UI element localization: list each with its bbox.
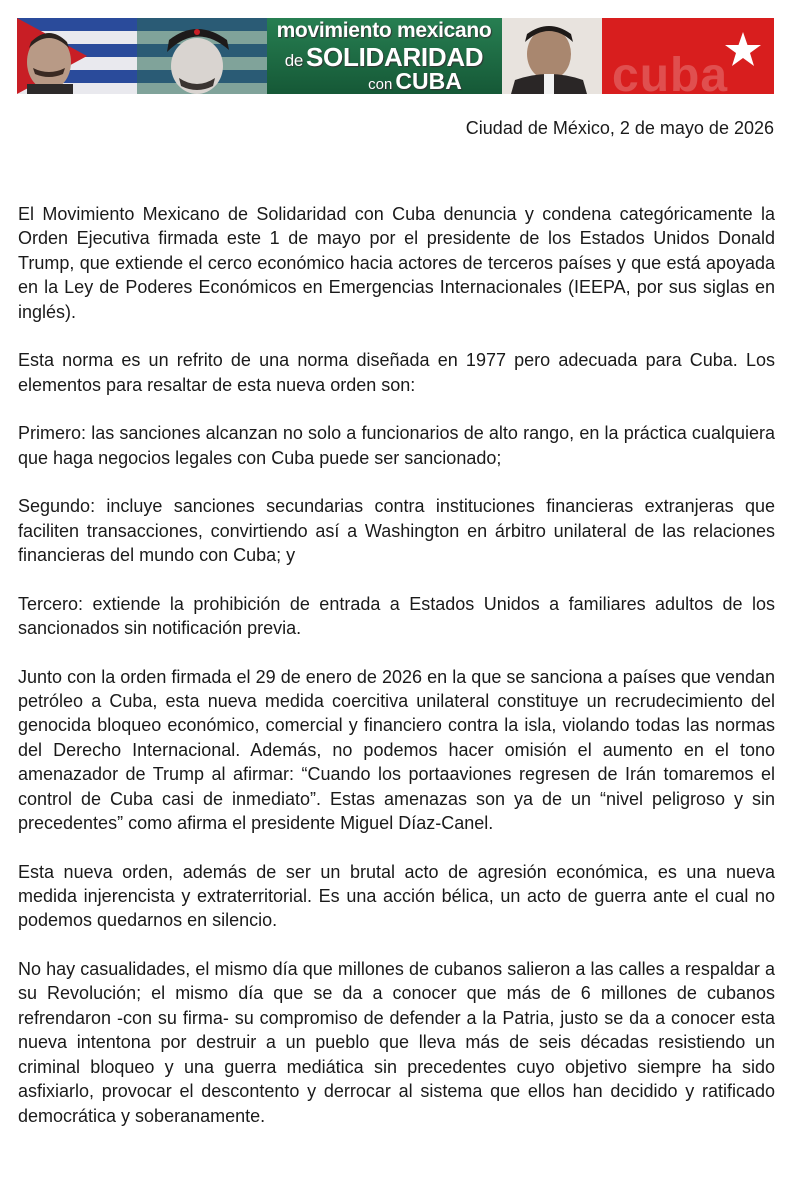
paragraph: Segundo: incluye sanciones secundarias contra instituciones financieras extranjeras que faciliten transacciones, convirtiendo así a Washington en árbitro unilateral de las relaciones financieras del mundo con Cuba; y [18, 496, 775, 566]
paragraph: Junto con la orden firmada el 29 de enero de 2026 en la que se sanciona a países que vendan petróleo a Cuba, esta nueva medida coercitiva unilateral constituye un recrudecimiento del genocida bloqueo económico, comercial y financiero contra la isla, violando todas las normas del Derecho Internacional. Además, no podemos hacer omisión el aumento en el tono amenazador de Trump al afirmar: “Cuando los portaaviones regresen de Irán tomaremos el control de Cuba casi de inmediato”. Estas amenazas son ya de un “nivel peligroso y sin precedentes” como afirma el presidente Miguel Díaz-Canel. [18, 666, 775, 834]
banner-word-solidaridad: SOLIDARIDAD [306, 42, 484, 72]
paragraph: El Movimiento Mexicano de Solidaridad con Cuba denuncia y condena categóricamente la Orden Ejecutiva firmada este 1 de mayo por el presidente de los Estados Unidos Donald Trump, que extiende el cerco económico hacia actores de terceros países y que está apoyada en la Ley de Poderes Económicos en Emergencias Internacionales (IEEPA, por sus siglas en inglés). [18, 204, 775, 322]
paragraph: Esta norma es un refrito de una norma diseñada en 1977 pero adecuada para Cuba. Los elementos para resaltar de esta nueva orden son: [18, 350, 775, 395]
banner-title-line1: movimiento mexicano [276, 19, 492, 42]
banner-word-con: con [368, 76, 393, 93]
banner-word-cuba: CUBA [395, 68, 462, 94]
banner-word-de: de [284, 51, 304, 70]
banner-title-line2 [269, 44, 499, 70]
header-banner [17, 18, 774, 94]
paragraph: Primero: las sanciones alcanzan no solo a funcionarios de alto rango, en la práctica cualquiera que haga negocios legales con Cuba puede ser sancionado; [18, 423, 775, 468]
letter-body [18, 202, 775, 1152]
dateline: Ciudad de México, 2 de mayo de 2026 [465, 118, 774, 138]
banner-background-word: cuba [612, 49, 729, 94]
banner-title-line3 [269, 70, 499, 93]
paragraph: Esta nueva orden, además de ser un brutal acto de agresión económica, es una nueva medida injerencista y extraterritorial. Es una acción bélica, un acto de guerra ante el cual no podemos quedarnos en silencio. [18, 861, 775, 931]
paragraph: No hay casualidades, el mismo día que millones de cubanos salieron a las calles a respaldar a su Revolución; el mismo día que se da a conocer que más de 6 millones de cubanos refrendaron -con su firma- su compromiso de defender a la Patria, justo se da a conocer esta nueva intentona por destruir a un pueblo que lleva más de seis décadas resistiendo un criminal bloqueo y una guerra mediática sin precedentes cuyo objetivo siempre ha sido asfixiarlo, provocar el descontento y derrocar al sistema que ellos han decidido y ratificado democrática y soberanamente. [18, 959, 775, 1126]
paragraph: Tercero: extiende la prohibición de entrada a Estados Unidos a familiares adultos de los sancionados sin notificación previa. [18, 593, 775, 639]
banner-title [269, 20, 499, 93]
